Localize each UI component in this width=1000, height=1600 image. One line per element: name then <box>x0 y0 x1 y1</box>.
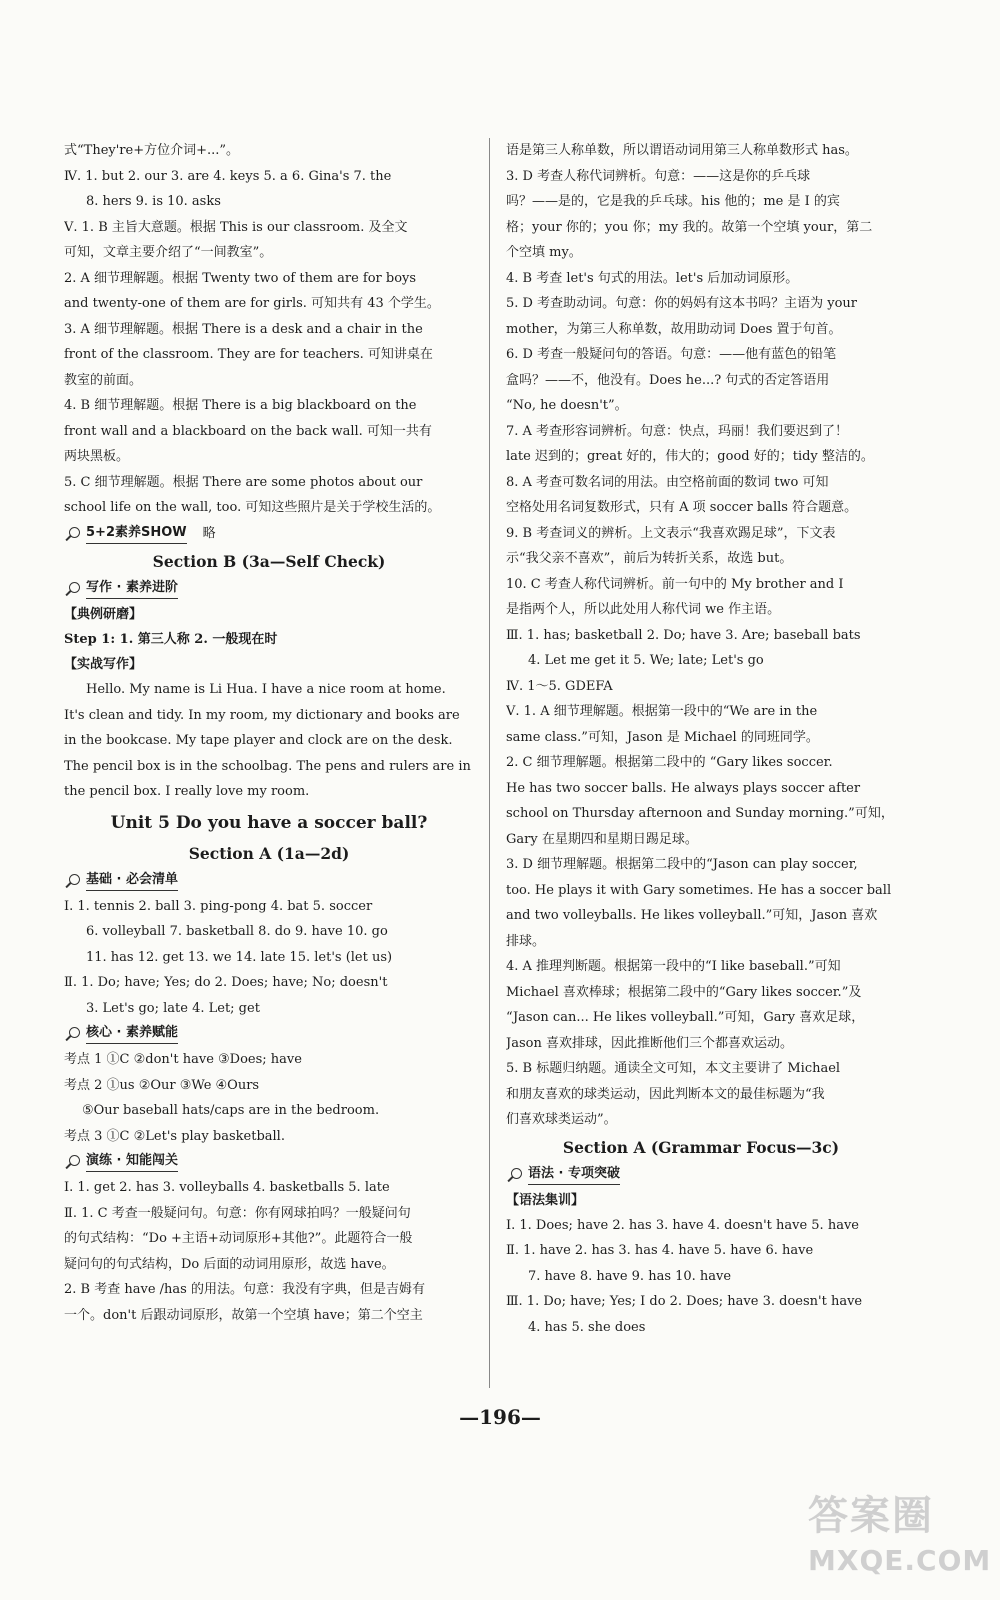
text-line: 两块黑板。 <box>64 449 130 464</box>
text-line: Ⅴ. 1. B 主旨大意题。根据 This is our classroom. 及全文 <box>64 219 408 235</box>
text-line: school on Thursday afternoon and Sunday morning.”可知， <box>506 806 894 821</box>
text-line: 一个。don't 后跟动词原形，故第一个空填 have；第二个空主 <box>64 1307 423 1323</box>
text-line: 空格处用名词复数形式，只有 A 项 soccer balls 符合题意。 <box>506 500 858 515</box>
text-line: 3. D 考查人称代词辨析。句意：——这是你的乒乓球 <box>506 168 811 184</box>
text-line: 5. C 细节理解题。根据 There are some photos about our <box>64 474 423 490</box>
page-number: —196— <box>459 1405 541 1429</box>
text-line: mother，为第三人称单数，故用助动词 Does 置于句首。 <box>506 321 842 337</box>
text-line: Gary 在星期四和星期日踢足球。 <box>506 831 698 847</box>
left-column <box>64 138 474 1328</box>
text-line: Ⅰ. 1. get 2. has 3. volleyballs 4. basketballs 5. late <box>64 1180 390 1195</box>
text-line: 7. have 8. have 9. has 10. have <box>528 1268 732 1284</box>
magnifier-icon <box>64 526 82 542</box>
tag-label: 演练 · 知能闯关 <box>86 1152 178 1172</box>
text-line: 个空填 my。 <box>506 245 582 260</box>
magnifier-icon <box>506 1167 524 1183</box>
text-line: 3. A 细节理解题。根据 There is a desk and a chair in the <box>64 321 423 337</box>
basics-section-tag <box>64 868 474 894</box>
tag-label: 写作 · 素养进阶 <box>86 579 178 599</box>
text-line: 考点 3 ①C ②Let's play basketball. <box>64 1128 285 1144</box>
step-line: Step 1: 1. 第三人称 2. 一般现在时 <box>64 631 278 647</box>
drill-section-tag <box>64 1149 474 1175</box>
tag-label: 基础 · 必会清单 <box>86 871 178 891</box>
text-line: 吗？——是的，它是我的乒乓球。his 他的；me 是 I 的宾 <box>506 194 840 209</box>
text-line: Ⅱ. 1. have 2. has 3. has 4. have 5. have 6. have <box>506 1243 814 1258</box>
text-line: “No, he doesn't”。 <box>506 398 628 413</box>
section-b-title: Section B (3a—Self Check) <box>152 551 386 571</box>
essay-line: in the bookcase. My tape player and clock are on the desk. <box>64 733 453 748</box>
text-line: 们喜欢球类运动”。 <box>506 1112 617 1127</box>
tag-label: 核心 · 素养赋能 <box>86 1024 178 1044</box>
bracket-heading: 【实战写作】 <box>64 657 143 672</box>
text-line: Ⅱ. 1. Do; have; Yes; do 2. Does; have; No; doesn't <box>64 975 388 990</box>
magnifier-icon <box>64 1154 82 1170</box>
core-section-tag <box>64 1021 474 1047</box>
text-line: Ⅰ. 1. tennis 2. ball 3. ping-pong 4. bat 5. soccer <box>64 898 373 914</box>
essay-line: Hello. My name is Li Hua. I have a nice room at home. <box>86 682 446 697</box>
grammar-section-title: Section A (Grammar Focus—3c) <box>562 1137 840 1157</box>
watermark-logo-text: 答案圈 <box>808 1493 934 1539</box>
text-line: Ⅱ. 1. C 考查一般疑问句。句意：你有网球拍吗？一般疑问句 <box>64 1205 411 1221</box>
text-line: Ⅳ. 1. but 2. our 3. are 4. keys 5. a 6. Gina's 7. the <box>64 168 392 184</box>
text-line: 4. B 考查 let's 句式的用法。let's 后加动词原形。 <box>506 270 799 286</box>
essay-line: It's clean and tidy. In my room, my dictionary and books are <box>64 707 460 723</box>
text-line: 语是第三人称单数，所以谓语动词用第三人称单数形式 has。 <box>506 143 858 158</box>
text-line: 2. B 考查 have /has 的用法。句意：我没有字典，但是吉姆有 <box>64 1282 425 1297</box>
text-line: 4. has 5. she does <box>528 1319 646 1335</box>
text-line: 3. D 细节理解题。根据第二段中的“Jason can play soccer, <box>506 857 858 872</box>
grammar-section-tag <box>506 1162 896 1188</box>
text-line: 可知，文章主要介绍了“一间教室”。 <box>64 245 273 260</box>
text-line: 考点 2 ①us ②Our ③We ④Ours <box>64 1077 260 1093</box>
essay-line: the pencil box. I really love my room. <box>64 784 310 799</box>
text-line: front of the classroom. They are for teachers. 可知讲桌在 <box>64 347 433 362</box>
bracket-heading: 【典例研磨】 <box>64 606 143 622</box>
writing-section-tag <box>64 576 474 602</box>
text-line: 是指两个人，所以此处用人称代词 we 作主语。 <box>506 602 781 617</box>
text-line: Jason 喜欢排球，因此推断他们三个都喜欢运动。 <box>506 1035 793 1051</box>
text-line: 4. B 细节理解题。根据 There is a big blackboard on the <box>64 398 417 413</box>
magnifier-icon <box>64 873 82 889</box>
tag-label: 语法 · 专项突破 <box>528 1165 620 1185</box>
text-line: Ⅴ. 1. A 细节理解题。根据第一段中的“We are in the <box>506 704 818 719</box>
text-line: 疑问句的句式结构，Do 后面的动词用原形，故选 have。 <box>64 1256 395 1272</box>
text-line: 6. D 考查一般疑问句的答语。句意：——他有蓝色的铅笔 <box>506 347 837 362</box>
text-line: late 迟到的；great 好的，伟大的；good 好的；tidy 整洁的。 <box>506 449 874 464</box>
text-line: Ⅳ. 1～5. GDEFA <box>506 678 613 694</box>
text-line: 格；your 你的；you 你；my 我的。故第一个空填 your，第二 <box>506 219 873 235</box>
section-a-title: Section A (1a—2d) <box>188 843 350 863</box>
essay-line: The pencil box is in the schoolbag. The pens and rulers are in <box>64 758 471 774</box>
text-line: 5. B 标题归纳题。通读全文可知，本文主要讲了 Michael <box>506 1061 841 1076</box>
text-line: 2. A 细节理解题。根据 Twenty two of them are for boys <box>64 270 417 286</box>
tag-extra: 略 <box>202 525 216 541</box>
text-line: Ⅰ. 1. Does; have 2. has 3. have 4. doesn't have 5. have <box>506 1217 859 1233</box>
right-column <box>506 138 896 1340</box>
text-line: 8. hers 9. is 10. asks <box>86 194 221 209</box>
text-line: ⑤Our baseball hats/caps are in the bedroom. <box>82 1103 380 1118</box>
text-line: 10. C 考查人称代词辨析。前一句中的 My brother and I <box>506 576 844 592</box>
text-line: 3. Let's go; late 4. Let; get <box>86 1000 260 1016</box>
text-line: 教室的前面。 <box>64 372 143 388</box>
magnifier-icon <box>64 581 82 597</box>
text-line: too. He plays it with Gary sometimes. He has a soccer ball <box>506 882 892 898</box>
watermark-logo <box>808 1488 992 1588</box>
text-line: 式“They're+方位介词+...”。 <box>64 143 240 158</box>
text-line: Ⅲ. 1. has; basketball 2. Do; have 3. Are; baseball bats <box>506 627 861 643</box>
show-section-tag <box>64 521 474 547</box>
bracket-heading: 【语法集训】 <box>506 1192 585 1208</box>
text-line: 的句式结构：“Do +主语+动词原形+其他?”。此题符合一般 <box>64 1231 413 1246</box>
text-line: and two volleyballs. He likes volleyball.”可知，Jason 喜欢 <box>506 908 878 923</box>
text-line: “Jason can... He likes volleyball.”可知，Gary 喜欢足球， <box>506 1010 865 1025</box>
column-divider <box>489 138 490 1388</box>
text-line: 4. Let me get it 5. We; late; Let's go <box>528 653 764 668</box>
text-line: front wall and a blackboard on the back wall. 可知一共有 <box>64 423 432 439</box>
watermark-site-text: MXQE.COM <box>808 1544 992 1577</box>
text-line: school life on the wall, too. 可知这些照片是关于学校生活的。 <box>64 500 441 515</box>
text-line: 排球。 <box>506 933 546 949</box>
text-line: 4. A 推理判断题。根据第一段中的“I like baseball.”可知 <box>506 959 841 974</box>
text-line: 2. C 细节理解题。根据第二段中的 “Gary likes soccer. <box>506 755 833 770</box>
text-line: He has two soccer balls. He always plays soccer after <box>506 780 861 796</box>
text-line: same class.”可知，Jason 是 Michael 的同班同学。 <box>506 729 819 745</box>
unit-title: Unit 5 Do you have a soccer ball? <box>110 812 428 833</box>
text-line: 5. D 考查助动词。句意：你的妈妈有这本书吗？主语为 your <box>506 296 857 311</box>
text-line: 考点 1 ①C ②don't have ③Does; have <box>64 1052 302 1067</box>
text-line: 和朋友喜欢的球类运动，因此判断本文的最佳标题为“我 <box>506 1086 825 1102</box>
text-line: 9. B 考查词义的辨析。上文表示“我喜欢踢足球”，下文表 <box>506 525 836 541</box>
text-line: 盒吗？——不，他没有。Does he...? 句式的否定答语用 <box>506 372 830 388</box>
text-line: 8. A 考查可数名词的用法。由空格前面的数词 two 可知 <box>506 474 829 490</box>
text-line: Ⅲ. 1. Do; have; Yes; I do 2. Does; have 3. doesn't have <box>506 1294 863 1309</box>
text-line: 11. has 12. get 13. we 14. late 15. let's (let us) <box>86 949 393 965</box>
magnifier-icon <box>64 1026 82 1042</box>
tag-label: 5+2素养SHOW <box>86 524 187 544</box>
text-line: and twenty-one of them are for girls. 可知共有 43 个学生。 <box>64 296 440 311</box>
text-line: 7. A 考查形容词辨析。句意：快点，玛丽！我们要迟到了！ <box>506 423 849 439</box>
text-line: 6. volleyball 7. basketball 8. do 9. have 10. go <box>86 924 388 939</box>
text-line: 示“我父亲不喜欢”，前后为转折关系，故选 but。 <box>506 551 793 566</box>
text-line: Michael 喜欢棒球；根据第二段中的“Gary likes soccer.”及 <box>506 984 862 1000</box>
